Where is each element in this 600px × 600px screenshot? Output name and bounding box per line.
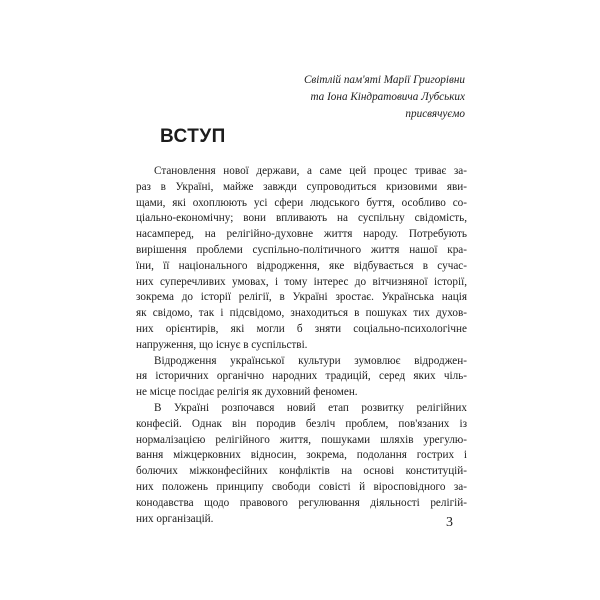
text-line: зокрема до історії релігії, в Україні зростає. Українська нація: [136, 291, 467, 304]
text-line: щами, які охоплюють усі сфери людського буття, особливо со-: [136, 196, 467, 209]
text-line: конфесій. Однак він породив безліч проблем, пов'язаних із: [136, 417, 467, 430]
text-line: ня історичних органічно народних традицій, серед яких чіль-: [136, 370, 467, 383]
dedication-line: Світлій пам'яті Марії Григорівни: [303, 74, 465, 86]
text-line: як свідомо, так і підсвідомо, знаходиться в пошуках тих духов-: [136, 307, 467, 320]
page-number: 3: [446, 515, 453, 530]
paragraph: [136, 354, 467, 401]
dedication-line: та Іона Кіндратовича Лубських: [310, 91, 465, 103]
body-text: [136, 164, 467, 527]
text-line: напруження, що існує в суспільстві.: [136, 338, 308, 351]
text-line: болючих міжконфесійних конфліктів на основі конституцій-: [136, 465, 467, 478]
chapter-heading: ВСТУП: [160, 126, 226, 147]
dedication-line: присвячуємо: [405, 108, 465, 120]
text-line: них положень принципу свободи совісті й віросповідного за-: [136, 480, 467, 493]
text-line: конодавства щодо правового регулювання діяльності релігій-: [136, 496, 467, 509]
text-line: них орієнтирів, які могли б зняти соціально-психологічне: [136, 322, 467, 335]
text-line: не місце посідає релігія як духовний феномен.: [136, 386, 358, 399]
text-line: раз в Україні, майже завжди супроводиться кризовими яви-: [136, 180, 467, 193]
paragraph: [136, 164, 467, 354]
text-line: нормалізацією релігійного життя, пошуками шляхів урегулю-: [136, 433, 467, 446]
text-line: ціально-економічну; вони впливають на суспільну свідомість,: [136, 212, 467, 225]
text-line: Становлення нової держави, а саме цей процес триває за-: [154, 165, 467, 177]
text-line: вирішення проблеми суспільно-політичного життя нашої кра-: [136, 243, 467, 256]
dedication: [165, 72, 465, 123]
text-line: них суперечливих умовах, і тому інтерес до вітчизняної історії,: [136, 275, 467, 288]
paragraph: [136, 401, 467, 527]
text-line: Відродження української культури зумовлює відроджен-: [154, 354, 467, 367]
text-line: них організацій.: [136, 512, 214, 525]
text-line: В Україні розпочався новий етап розвитку релігійних: [154, 401, 467, 414]
text-line: їни, її національного відродження, яке відбувається в сучас-: [136, 259, 467, 272]
text-line: насамперед, на релігійно-духовне життя народу. Потребують: [136, 228, 467, 241]
text-line: вання міжцерковних відносин, зокрема, подолання гострих і: [136, 449, 467, 462]
